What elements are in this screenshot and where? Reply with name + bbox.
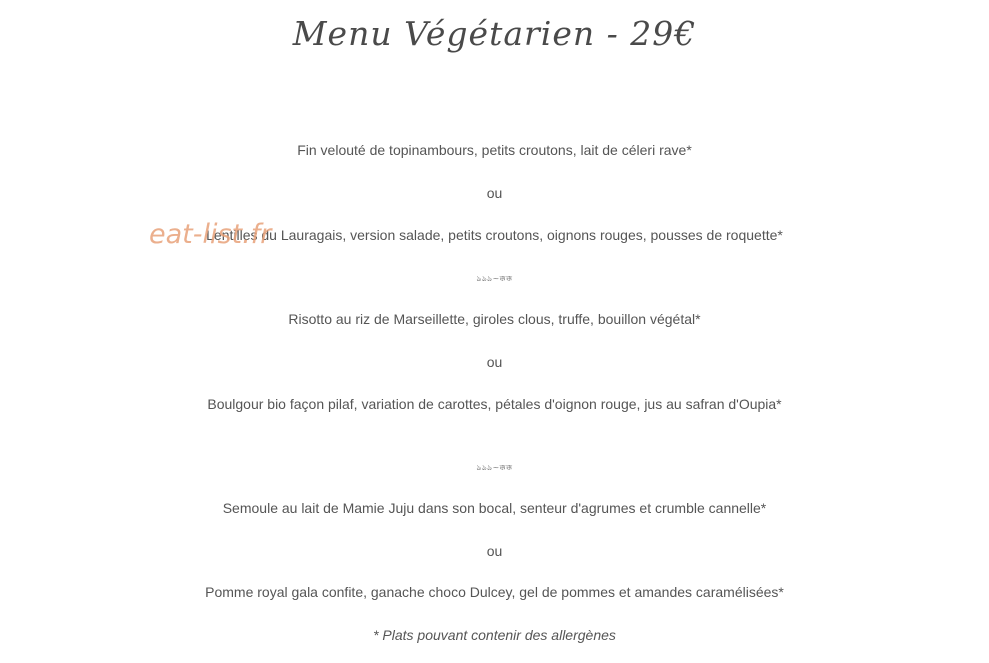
dessert-option-2: Pomme royal gala confite, ganache choco Dulcey, gel de pommes et amandes caramélisées* xyxy=(205,584,784,600)
dessert-option-1: Semoule au lait de Mamie Juju dans son bocal, senteur d'agrumes et crumble cannelle* xyxy=(222,500,767,516)
ornament-separator-1: ঌঌঌ~ক্কক্ক xyxy=(476,274,513,283)
allergen-note: * Plats pouvant contenir des allergènes xyxy=(373,627,616,643)
starter-option-2: Lentilles du Lauragais, version salade, petits croutons, oignons rouges, pousses de roquette* xyxy=(206,227,783,243)
starter-option-1: Fin velouté de topinambours, petits croutons, lait de céleri rave* xyxy=(297,142,692,158)
ornament-separator-2: ঌঌঌ~ক্কক্ক xyxy=(476,463,513,472)
watermark-logo: eat-list.fr xyxy=(149,219,272,250)
main-option-1: Risotto au riz de Marseillette, giroles clous, truffe, bouillon végétal* xyxy=(288,311,701,327)
or-divider-2: ou xyxy=(486,354,503,370)
or-divider-1: ou xyxy=(486,185,503,201)
main-option-2: Boulgour bio façon pilaf, variation de carottes, pétales d'oignon rouge, jus au safran d'Oupia* xyxy=(207,396,782,412)
menu-title: Menu Végétarien - 29€ xyxy=(292,14,697,53)
or-divider-3: ou xyxy=(486,543,503,559)
